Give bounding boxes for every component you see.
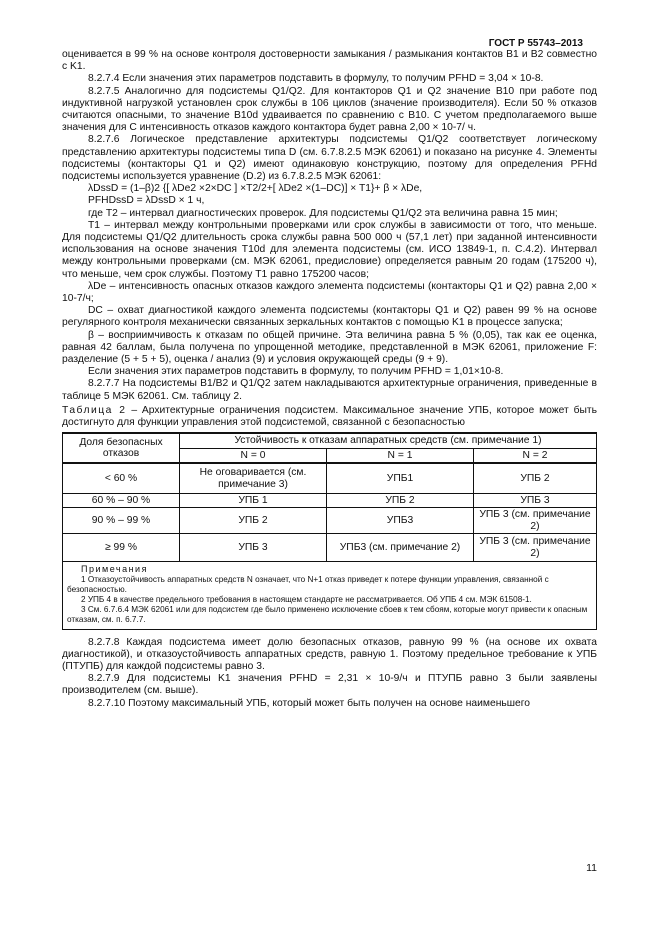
paragraph-dc: DC – охват диагностикой каждого элемента подсистемы (контакторы Q1 и Q2) равен 99 % на основе регулярного контроля механически связанных зеркальных контактов с помощью K1 в процессе запуска; bbox=[62, 305, 597, 329]
document-code: ГОСТ Р 55743–2013 bbox=[488, 38, 583, 49]
notes-title: Примечания bbox=[81, 564, 148, 575]
paragraph-8-2-7-8: 8.2.7.8 Каждая подсистема имеет долю безопасных отказов, равную 99 % (на основе их охвата диагностикой), и отказоустойчивость аппаратных средств, равную 1. Поэтому предельное требование к УПБ (ПТУПБ) для каждой подсистемы равно 3. bbox=[62, 636, 597, 672]
col-header-fault-tolerance: Устойчивость к отказам аппаратных средств (см. примечание 1) bbox=[180, 433, 597, 448]
table-row bbox=[63, 493, 597, 508]
paragraph-t1: T1 – интервал между контрольными проверками или срок службы в зависимости от того, что меньше. Для подсистемы Q1/Q2 длительность срока службы равна 500 000 ч (57,1 лет) при заданной интенсивности использования на основе значения T10d для элемента подсистемы (см. ИСО 13849-1, п. С.4.2). Интервал между контрольными проверками (см. МЭК 62061, предисловие) определяется равным 20 годам (175200 ч), что меньше, чем срок службы. Поэтому T1 равно 175200 часов; bbox=[62, 219, 597, 280]
note-2: 2 УПБ 4 в качестве предельного требования в настоящем стандарте не рассматривается. Об УПБ 4 см. МЭК 61508-1. bbox=[81, 594, 532, 604]
row-label: 60 % – 90 % bbox=[63, 493, 180, 508]
paragraph-1: оценивается в 99 % на основе контроля достоверности замыкания / размыкания контактов B1 и B2 совместно с K1. bbox=[62, 49, 597, 73]
col-header-n2: N = 2 bbox=[474, 448, 597, 463]
paragraph-beta: β – восприимчивость к отказам по общей причине. Эта величина равна 5 % (0,05), так как ее оценка, равная 42 баллам, была получена по упрощенной методике, представленной в МЭК 62061, приложение F: разделение (5 + 5 + 5), оценка / анализ (9) и условия окружающей среды (9 + 9). bbox=[62, 329, 597, 366]
table-row bbox=[63, 463, 597, 493]
paragraph-8-2-7-5: 8.2.7.5 Аналогично для подсистемы Q1/Q2. Для контакторов Q1 и Q2 значение B10 при работе под индуктивной нагрузкой установлен срок службы в 106 циклов (значение производителя). Если 50 % отказов считаются опасными, то значение B10d удваивается по сравнению с B10. С учетом предполагаемого выше значения для C интенсивность отказов каждого контактора будет равна 2,00 × 10-7/ ч. bbox=[62, 85, 597, 134]
note-1: 1 Отказоустойчивость аппаратных средств N означает, что N+1 отказ приведет к потере функции управления, связанной с безопасностью. bbox=[67, 574, 549, 594]
col-header-safe-fraction: Доля безопасных отказов bbox=[63, 433, 180, 463]
table-caption bbox=[62, 405, 597, 429]
col-header-n1: N = 1 bbox=[327, 448, 474, 463]
page-body bbox=[62, 49, 597, 710]
table-caption-text: – Архитектурные ограничения подсистем. Максимальное значение УПБ, которое может быть достигнуто для функции управления этой подсистемой, связанной с безопасностью bbox=[62, 404, 597, 429]
table-cell: УПБ 3 bbox=[474, 493, 597, 508]
table-cell: УПБ 3 (см. примечание 2) bbox=[474, 508, 597, 534]
table-cell: УПБ3 (см. примечание 2) bbox=[327, 534, 474, 562]
row-label: ≥ 99 % bbox=[63, 534, 180, 562]
paragraph-8-2-7-6: 8.2.7.6 Логическое представление архитектуры подсистемы Q1/Q2 соответствует логическому представлению архитектуры подсистемы типа D (см. 6.7.8.2.5 МЭК 62061) и показано на рисунке 4. Элементы подсистемы (контакторы Q1 и Q2) имеют одинаковую конструкцию, поэтому для определения PFHd подсистемы используется уравнение (D.2) из 6.7.8.2.5 МЭК 62061: bbox=[62, 134, 597, 183]
table-caption-label: Таблица 2 bbox=[62, 404, 127, 416]
table-notes-row bbox=[63, 562, 597, 629]
table-header-row bbox=[63, 433, 597, 448]
table-cell: УПБ 2 bbox=[474, 463, 597, 493]
formula-lambda: λDssD = (1–β)2 {[ λDe2 ×2×DC ] ×T2/2+[ λDe2 ×(1–DC)] × T1}+ β × λDe, bbox=[88, 183, 423, 195]
page-number: 11 bbox=[586, 862, 597, 874]
table-cell: УПБ 3 (см. примечание 2) bbox=[474, 534, 597, 562]
table-cell: УПБ 2 bbox=[327, 493, 474, 508]
paragraph-8-2-7-9: 8.2.7.9 Для подсистемы K1 значения PFHD = 2,31 × 10-9/ч и ПТУПБ равно 3 были заявлены производителем (см. выше). bbox=[62, 673, 597, 697]
table-cell: УПБ3 bbox=[327, 508, 474, 534]
paragraph-8-2-7-7: 8.2.7.7 На подсистемы B1/B2 и Q1/Q2 затем накладываются архитектурные ограничения, приведенные в таблице 5 МЭК 62061. См. таблицу 2. bbox=[62, 378, 597, 402]
table-notes bbox=[63, 562, 597, 629]
row-label: < 60 % bbox=[63, 463, 180, 493]
table-row bbox=[63, 508, 597, 534]
table-row bbox=[63, 534, 597, 562]
paragraph-8-2-7-4: 8.2.7.4 Если значения этих параметров подставить в формулу, то получим PFHD = 3,04 × 10-8. bbox=[88, 73, 544, 85]
col-header-n0: N = 0 bbox=[180, 448, 327, 463]
table-cell: УПБ 2 bbox=[180, 508, 327, 534]
table-cell: Не оговаривается (см. примечание 3) bbox=[180, 463, 327, 493]
note-3: 3 См. 6.7.6.4 МЭК 62061 или для подсистем где было применено исключение сбоев к тем сбоям, которые могут привести к опасным отказам, см. п. 6.7.7. bbox=[67, 605, 588, 625]
paragraph-result: Если значения этих параметров подставить в формулу, то получим PFHD = 1,01×10-8. bbox=[88, 366, 504, 378]
paragraph-lambda-de: λDe – интенсивность опасных отказов каждого элемента подсистемы (контакторы Q1 и Q2) равна 2,00 × 10-7/ч; bbox=[62, 280, 597, 305]
paragraph-t2: где T2 – интервал диагностических проверок. Для подсистемы Q1/Q2 эта величина равна 15 мин; bbox=[88, 207, 558, 219]
row-label: 90 % – 99 % bbox=[63, 508, 180, 534]
architecture-limits-table bbox=[62, 432, 597, 629]
table-cell: УПБ1 bbox=[327, 463, 474, 493]
paragraph-8-2-7-10: 8.2.7.10 Поэтому максимальный УПБ, который может быть получен на основе наименьшего bbox=[88, 697, 530, 709]
formula-pfh: PFHDssD = λDssD × 1 ч, bbox=[88, 195, 205, 207]
table-cell: УПБ 3 bbox=[180, 534, 327, 562]
table-cell: УПБ 1 bbox=[180, 493, 327, 508]
